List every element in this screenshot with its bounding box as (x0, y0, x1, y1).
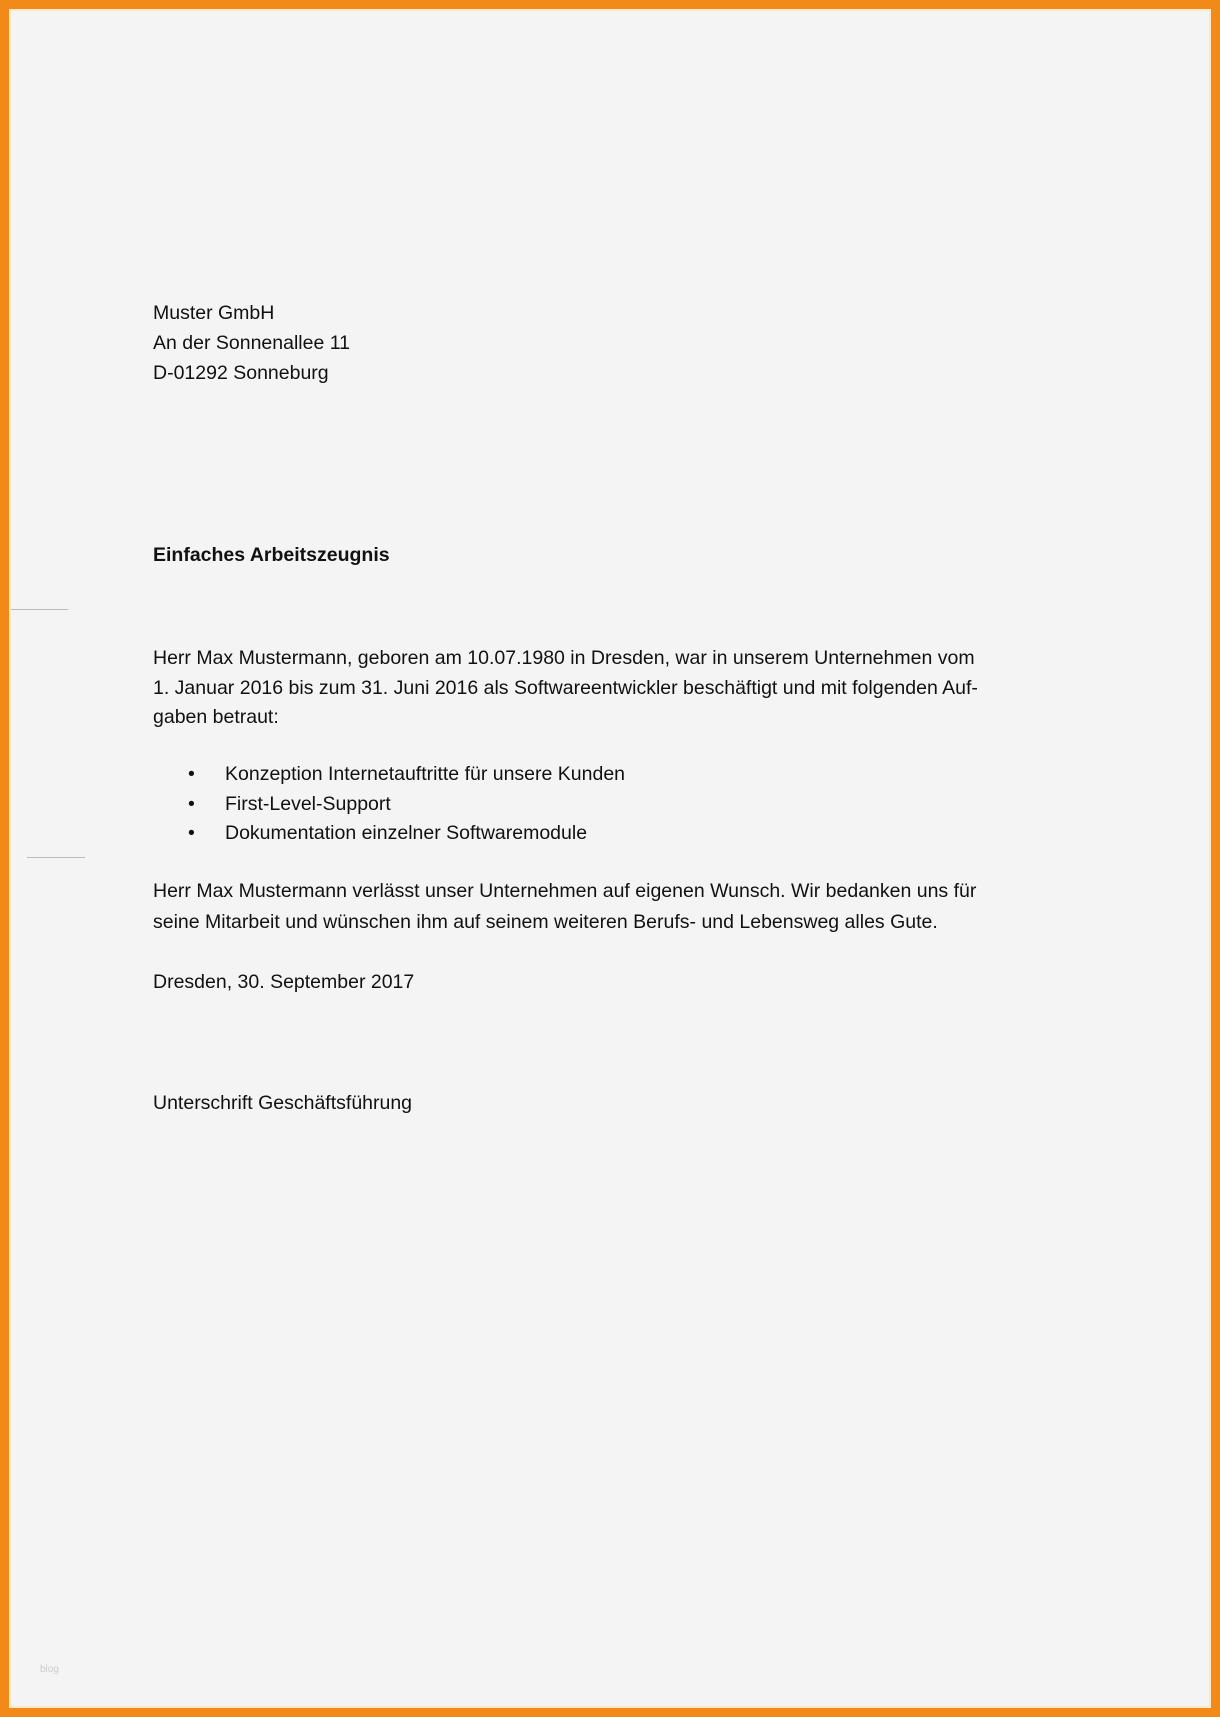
punch-mark (27, 857, 85, 858)
bullet-icon: • (188, 763, 195, 785)
place-date: Dresden, 30. September 2017 (153, 971, 415, 993)
watermark: blog (40, 1664, 59, 1675)
sender-company: Muster GmbH (153, 302, 275, 324)
sender-street: An der Sonnenallee 11 (153, 332, 350, 354)
bullet-icon: • (188, 793, 195, 815)
intro-line: gaben betraut: (153, 706, 279, 728)
document-title: Einfaches Arbeitszeugnis (153, 544, 390, 566)
fold-mark (11, 609, 68, 610)
task-item: First-Level-Support (225, 793, 391, 815)
closing-line: seine Mitarbeit und wünschen ihm auf seinem weiteren Berufs- und Lebensweg alles Gute. (153, 911, 938, 933)
sender-city: D-01292 Sonneburg (153, 362, 329, 384)
intro-line: Herr Max Mustermann, geboren am 10.07.1980 in Dresden, war in unserem Unternehmen vom (153, 647, 975, 669)
closing-line: Herr Max Mustermann verlässt unser Unternehmen auf eigenen Wunsch. Wir bedanken uns für (153, 880, 977, 902)
signature-label: Unterschrift Geschäftsführung (153, 1092, 413, 1114)
task-item: Konzeption Internetauftritte für unsere Kunden (225, 763, 626, 785)
task-item: Dokumentation einzelner Softwaremodule (225, 822, 588, 844)
bullet-icon: • (188, 822, 195, 844)
intro-line: 1. Januar 2016 bis zum 31. Juni 2016 als Softwareentwickler beschäftigt und mit folgenden Auf- (153, 677, 978, 699)
